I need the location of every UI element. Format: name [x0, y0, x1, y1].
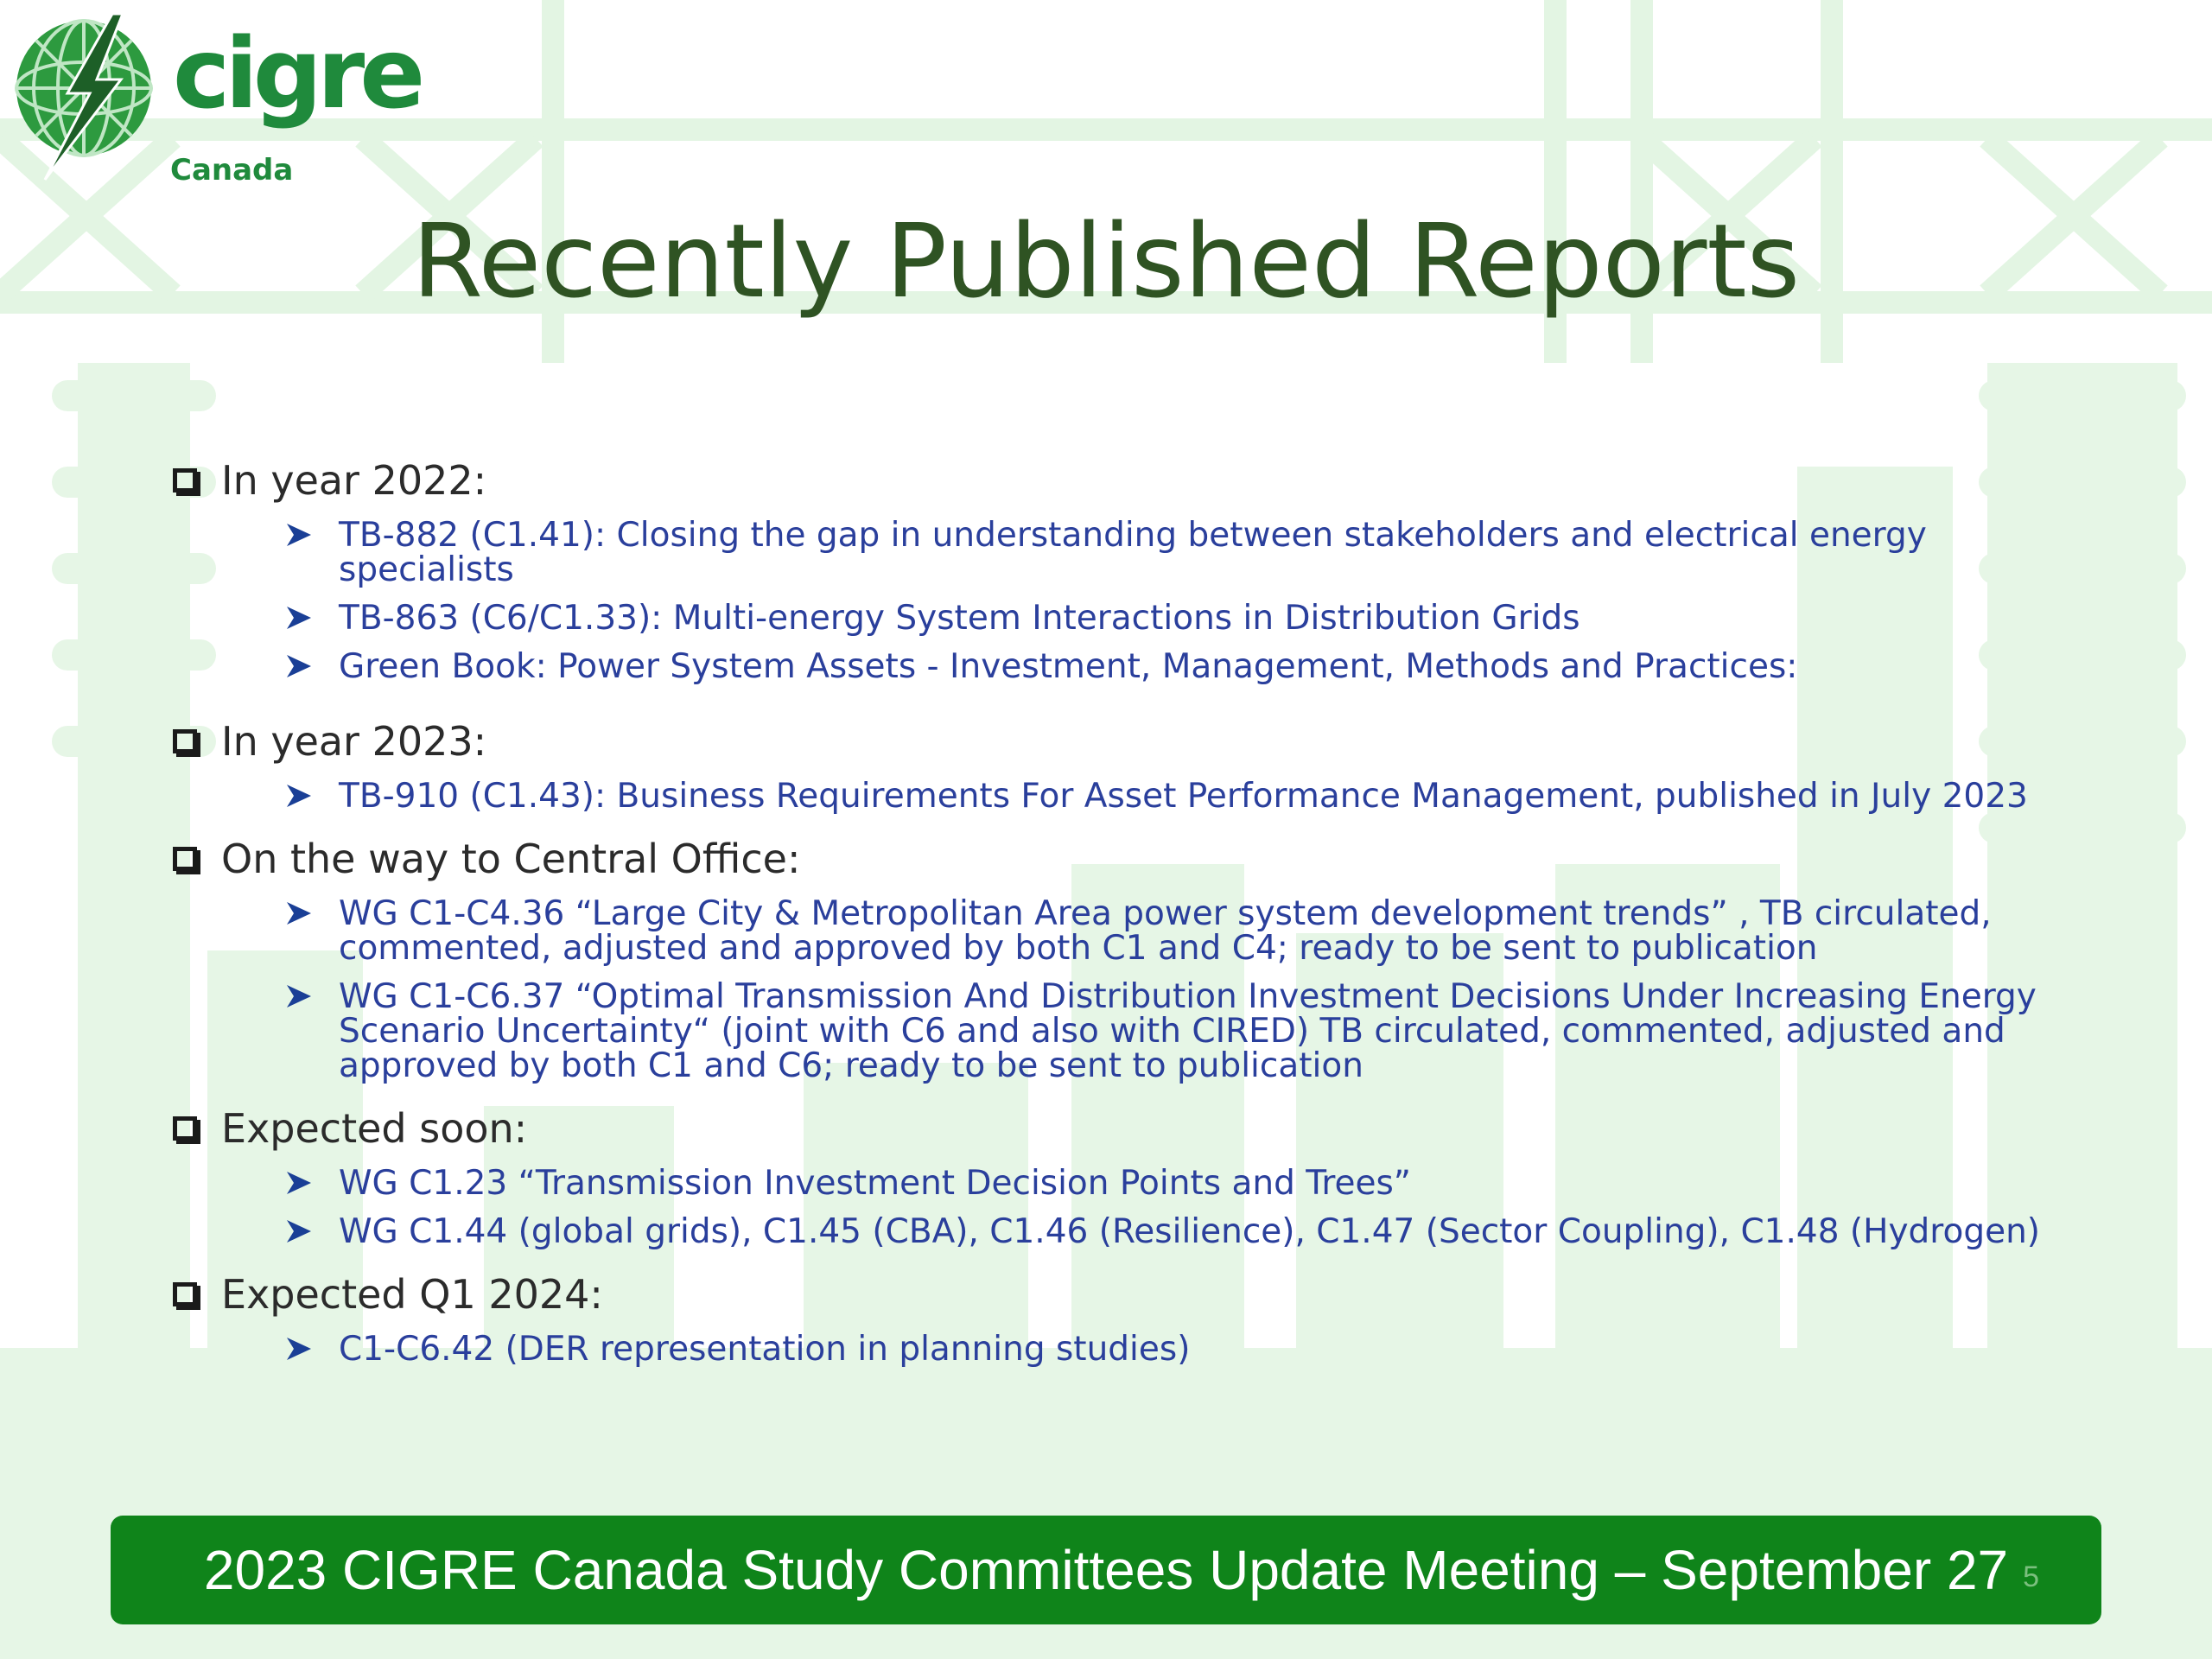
- list-item: [285, 779, 2091, 814]
- checkbox-bullet-icon: [173, 468, 197, 493]
- item-text: WG C1.23 “Transmission Investment Decision Points and Trees”: [339, 1164, 1412, 1203]
- item-text: WG C1.44 (global grids), C1.45 (CBA), C1.46 (Resilience), C1.47 (Sector Coupling), C1.48 (Hydrogen): [339, 1212, 2041, 1251]
- section-label: In year 2022:: [221, 457, 487, 504]
- checkbox-bullet-icon: [173, 1116, 197, 1141]
- section-label: On the way to Central Office:: [221, 836, 801, 882]
- globe-lightning-icon: [10, 10, 166, 183]
- list-item: [285, 1166, 2091, 1201]
- arrowhead-bullet-icon: [285, 522, 313, 548]
- list-item: [285, 977, 2091, 1085]
- checkbox-bullet-icon: [173, 729, 197, 753]
- item-text: TB-863 (C6/C1.33): Multi-energy System Interactions in Distribution Grids: [339, 599, 1580, 638]
- footer-text: 2023 CIGRE Canada Study Committees Update Meeting – September 27: [203, 1539, 2009, 1601]
- section-2022: [173, 449, 2091, 684]
- item-text: C1-C6.42 (DER representation in planning studies): [339, 1330, 1191, 1369]
- checkbox-bullet-icon: [173, 847, 197, 871]
- arrowhead-bullet-icon: [285, 900, 313, 926]
- section-label: Expected soon:: [221, 1105, 528, 1152]
- list-item: [285, 894, 2091, 968]
- cigre-canada-logo: [10, 10, 425, 192]
- section-2023: [173, 710, 2091, 814]
- report-list: [173, 449, 2091, 1381]
- slide-title: Recently Published Reports: [411, 201, 1801, 321]
- list-item: [285, 647, 2091, 686]
- list-item: [285, 1212, 2091, 1251]
- footer-banner: [111, 1516, 2101, 1624]
- arrowhead-bullet-icon: [285, 783, 313, 809]
- logo-subtitle: Canada: [170, 153, 294, 188]
- item-text: WG C1-C4.36 “Large City & Metropolitan Area power system development trends” , TB circulated, commented, adjusted and approved by both C1 and C4; ready to be sent to publication: [339, 894, 1992, 968]
- list-item: [285, 1332, 2091, 1367]
- checkbox-bullet-icon: [173, 1282, 197, 1306]
- logo-wordmark: cigre: [173, 18, 421, 130]
- list-item: [285, 601, 2091, 636]
- arrowhead-bullet-icon: [285, 1336, 313, 1362]
- arrowhead-bullet-icon: [285, 653, 313, 679]
- arrowhead-bullet-icon: [285, 605, 313, 631]
- item-text: WG C1-C6.37 “Optimal Transmission And Distribution Investment Decisions Under Increasing Energy Scenario Uncertainty“ (joint with C6 and also with CIRED) TB circulated, commented, adjusted and approved by both C1 and C6; ready to be sent to publication: [339, 977, 2037, 1085]
- page-number: 5: [2023, 1560, 2039, 1593]
- item-text: TB-882 (C1.41): Closing the gap in understanding between stakeholders and electrical energy specialists: [339, 516, 1927, 589]
- section-expected-soon: [173, 1097, 2091, 1249]
- item-text: TB-910 (C1.43): Business Requirements For Asset Performance Management, published in July 2023: [339, 777, 2028, 816]
- arrowhead-bullet-icon: [285, 983, 313, 1009]
- section-label: In year 2023:: [221, 718, 487, 765]
- item-text: Green Book: Power System Assets - Investment, Management, Methods and Practices:: [339, 647, 1798, 686]
- arrowhead-bullet-icon: [285, 1218, 313, 1244]
- section-central-office: [173, 828, 2091, 1084]
- arrowhead-bullet-icon: [285, 1170, 313, 1196]
- section-expected-q1-2024: [173, 1263, 2091, 1367]
- section-label: Expected Q1 2024:: [221, 1271, 603, 1318]
- list-item: [285, 518, 2091, 588]
